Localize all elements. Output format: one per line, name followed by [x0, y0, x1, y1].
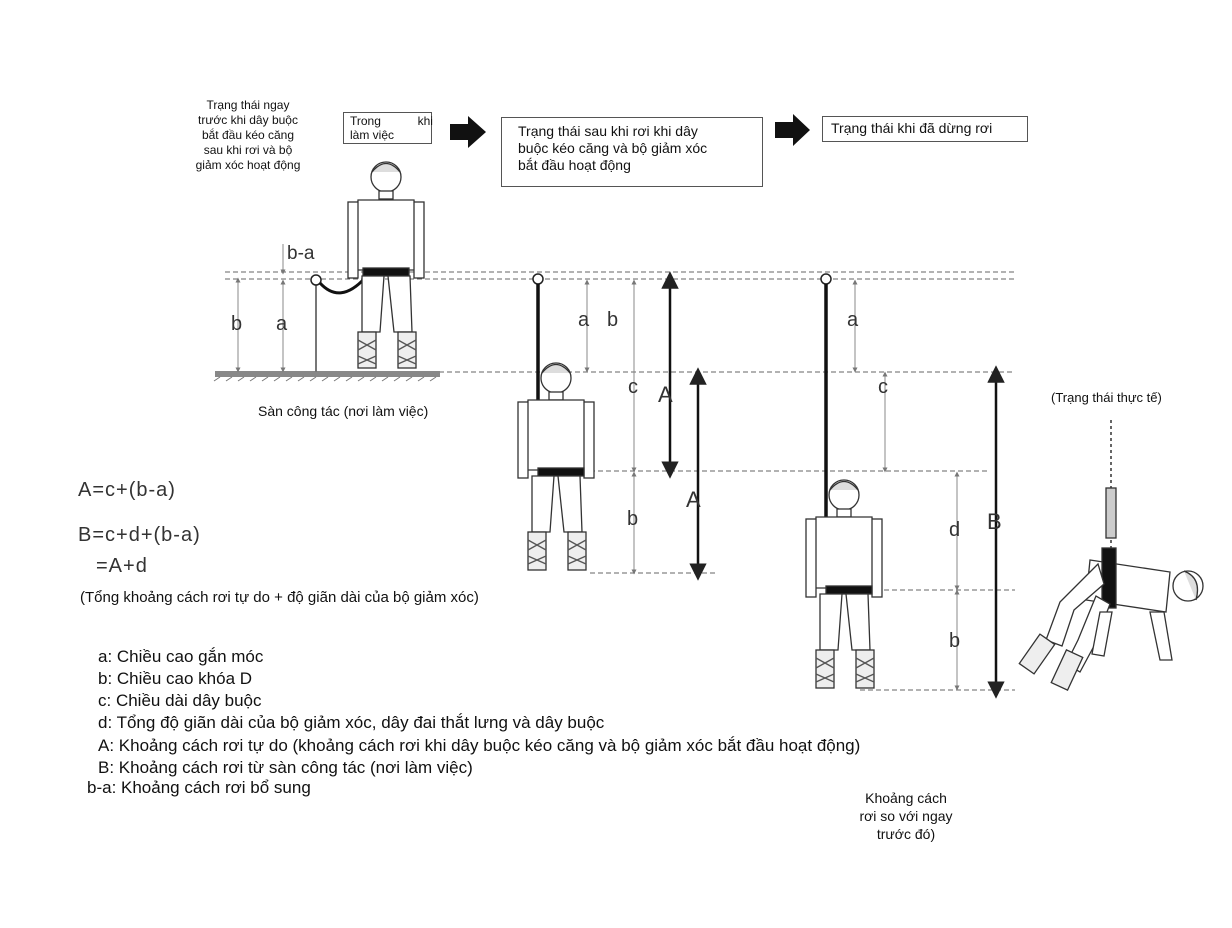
box-line: buộc kéo căng và bộ giảm xóc — [518, 140, 708, 156]
anchor-ring-3 — [821, 274, 831, 284]
label-c: c — [628, 376, 638, 398]
label-b-minus-a: b-a — [287, 243, 315, 264]
note-line: sau khi rơi và bộ — [203, 143, 293, 157]
formula-B: B=c+d+(b-a) — [78, 524, 201, 546]
legend-item-b-minus-a: b-a: Khoảng cách rơi bổ sung — [87, 778, 311, 797]
state-before-note — [186, 98, 310, 173]
reference-lines — [225, 272, 1015, 690]
label-b: b — [607, 309, 619, 331]
worker-falling — [518, 363, 594, 570]
note-line: trước khi dây buộc — [198, 113, 298, 127]
box-line: Trạng thái khi đã dừng rơi — [831, 120, 993, 136]
footnote-line: Khoảng cách — [865, 790, 947, 806]
state-box-taut — [501, 117, 763, 187]
legend-item-d: d: Tổng độ giãn dài của bộ giảm xóc, dây đai thắt lưng và dây buộc — [98, 713, 605, 732]
footnote-line: trước đó) — [876, 826, 936, 842]
legend-item-a: a: Chiều cao gắn móc — [98, 647, 264, 666]
actual-state-label: (Trạng thái thực tế) — [1051, 390, 1162, 405]
footnote — [836, 789, 976, 843]
state-box-working — [343, 112, 432, 144]
state-box-stopped — [822, 116, 1028, 142]
note-line: Trạng thái ngay — [206, 98, 290, 112]
label-b: b — [949, 630, 961, 652]
label-a: a — [847, 309, 859, 331]
label-c: c — [878, 376, 888, 398]
legend-item-c: c: Chiều dài dây buộc — [98, 691, 262, 710]
platform-label: Sàn công tác (nơi làm việc) — [258, 403, 429, 419]
legend-item-B: B: Khoảng cách rơi từ sàn công tác (nơi làm việc) — [98, 758, 473, 777]
anchor-ring-2 — [533, 274, 543, 284]
arrow-2 — [775, 114, 810, 146]
label-d: d — [949, 519, 961, 541]
worker-standing — [348, 162, 424, 368]
worker-suspended-actual — [1019, 420, 1203, 690]
label-b: b — [231, 313, 243, 335]
box-line: Trong khi — [350, 114, 433, 128]
box-line: bắt đầu hoạt động — [518, 157, 631, 173]
label-A: A — [658, 382, 673, 407]
note-line: giảm xóc hoạt động — [195, 158, 301, 172]
worker-stopped — [806, 480, 882, 688]
box-line: làm việc — [350, 128, 395, 142]
legend-item-A: A: Khoảng cách rơi tự do (khoảng cách rơi khi dây buộc kéo căng và bộ giảm xóc bắt đầu hoạt động) — [98, 736, 861, 755]
lanyard-slack — [320, 278, 365, 293]
label-B: B — [987, 509, 1002, 534]
legend-item-b: b: Chiều cao khóa D — [98, 669, 253, 688]
label-a: a — [578, 309, 590, 331]
note-line: bắt đầu kéo căng — [201, 128, 295, 142]
worker-figures — [348, 162, 1203, 690]
formula-B-equals: =A+d — [96, 555, 148, 577]
label-b: b — [627, 508, 639, 530]
box-line: Trạng thái sau khi rơi khi dây — [518, 123, 698, 139]
formula-A: A=c+(b-a) — [78, 479, 176, 501]
footnote-line: rơi so với ngay — [859, 808, 953, 824]
arrow-1 — [450, 116, 486, 148]
formula-note: (Tổng khoảng cách rơi tự do + độ giãn dài của bộ giảm xóc) — [80, 589, 479, 606]
label-A: A — [686, 487, 701, 512]
label-a: a — [276, 313, 288, 335]
